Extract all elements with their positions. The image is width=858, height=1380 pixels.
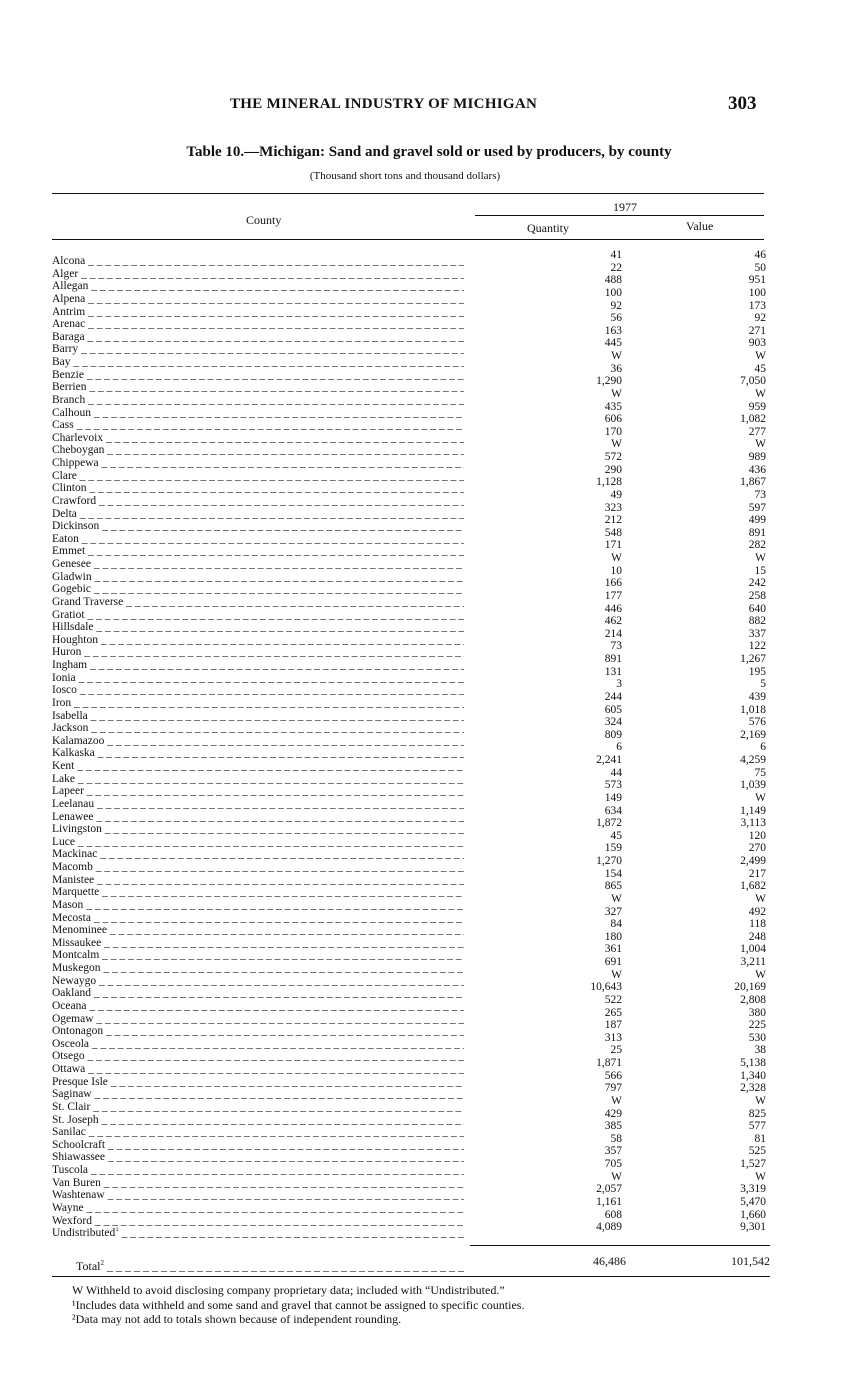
quantity-cell: 605 bbox=[604, 703, 622, 716]
value-cell: 9,301 bbox=[740, 1221, 766, 1234]
value-cell: 2,169 bbox=[740, 728, 766, 741]
county-name: Schoolcraft _ _ _ bbox=[52, 1139, 464, 1151]
county-name: Emmet _ _ _ bbox=[52, 545, 464, 557]
table-row bbox=[0, 299, 858, 318]
county-name: Tuscola _ _ _ bbox=[52, 1164, 464, 1176]
value-cell: 576 bbox=[748, 716, 766, 729]
value-cell: W bbox=[755, 552, 766, 564]
quantity-cell: 313 bbox=[604, 1031, 622, 1044]
value-cell: 640 bbox=[748, 602, 766, 615]
county-name: Kent _ _ _ bbox=[52, 760, 464, 772]
quantity-cell: 891 bbox=[604, 653, 622, 665]
quantity-cell: 154 bbox=[604, 867, 622, 880]
value-cell: 6 bbox=[760, 741, 766, 754]
county-name: Chippewa _ _ _ bbox=[52, 457, 464, 469]
quantity-cell: 361 bbox=[604, 943, 622, 956]
county-name: Oceana _ _ _ bbox=[52, 1000, 464, 1012]
county-name: St. Joseph _ _ _ bbox=[52, 1114, 464, 1126]
value-cell: 4,259 bbox=[740, 754, 766, 766]
value-cell: 951 bbox=[748, 274, 766, 287]
county-name: Hillsdale _ _ _ bbox=[52, 621, 464, 633]
county-name: St. Clair _ _ _ bbox=[52, 1101, 464, 1113]
value-cell: 242 bbox=[748, 577, 766, 590]
value-cell: W bbox=[755, 892, 766, 905]
header-bottom-rule bbox=[52, 239, 764, 240]
table-row bbox=[0, 1158, 858, 1176]
value-cell: 122 bbox=[748, 640, 766, 653]
table-row bbox=[0, 754, 858, 772]
value-cell: 20,169 bbox=[734, 981, 766, 994]
quantity-cell: 1,290 bbox=[596, 375, 622, 388]
county-name: Ottawa _ _ _ bbox=[52, 1063, 464, 1075]
value-cell: 3,211 bbox=[740, 956, 766, 968]
table-row bbox=[0, 539, 858, 558]
quantity-cell: 1,161 bbox=[596, 1195, 622, 1208]
quantity-cell: 2,241 bbox=[596, 754, 622, 766]
quantity-cell: 212 bbox=[604, 514, 622, 527]
county-name: Otsego _ _ _ bbox=[52, 1050, 464, 1062]
table-row bbox=[0, 804, 858, 823]
value-cell: W bbox=[755, 1094, 766, 1107]
year-rule bbox=[475, 215, 764, 216]
table-row bbox=[0, 552, 858, 570]
county-name: Washtenaw _ _ _ bbox=[52, 1189, 464, 1201]
table-row bbox=[0, 400, 858, 419]
table-row bbox=[0, 375, 858, 394]
quantity-cell: 865 bbox=[604, 880, 622, 893]
quantity-cell: 385 bbox=[604, 1120, 622, 1133]
value-cell: 825 bbox=[748, 1107, 766, 1120]
total-rule bbox=[470, 1245, 770, 1246]
county-name: Mackinac _ _ _ bbox=[52, 848, 464, 860]
quantity-cell: 327 bbox=[604, 905, 622, 918]
value-cell: 2,808 bbox=[740, 993, 766, 1006]
county-name: Marquette _ _ _ bbox=[52, 886, 464, 898]
quantity-cell: 58 bbox=[610, 1132, 622, 1145]
value-cell: 81 bbox=[754, 1132, 766, 1145]
running-head: THE MINERAL INDUSTRY OF MICHIGAN bbox=[230, 96, 538, 112]
quantity-cell: W bbox=[611, 968, 622, 981]
value-cell: 882 bbox=[748, 615, 766, 628]
table-row bbox=[0, 653, 858, 671]
value-cell: 3,113 bbox=[740, 817, 766, 830]
quantity-cell: 10,643 bbox=[590, 981, 622, 994]
quantity-cell: 171 bbox=[604, 539, 622, 552]
value-cell: 92 bbox=[754, 312, 766, 325]
quantity-cell: 2,057 bbox=[596, 1183, 622, 1196]
county-name: Osceola _ _ _ bbox=[52, 1038, 464, 1050]
quantity-cell: 573 bbox=[604, 779, 622, 792]
quantity-cell: 1,872 bbox=[596, 817, 622, 830]
table-row bbox=[0, 1221, 858, 1240]
footnote-rule bbox=[52, 1276, 770, 1277]
value-cell: W bbox=[755, 791, 766, 804]
value-cell: W bbox=[755, 438, 766, 451]
footnotes bbox=[72, 1283, 772, 1327]
value-cell: 1,004 bbox=[740, 943, 766, 956]
table-row bbox=[0, 1107, 858, 1126]
value-cell: 1,039 bbox=[740, 779, 766, 792]
county-name: Shiawassee _ _ _ bbox=[52, 1151, 464, 1163]
value-cell: 1,267 bbox=[740, 653, 766, 665]
table-row bbox=[0, 1057, 858, 1075]
county-name: Alpena _ _ _ bbox=[52, 293, 464, 305]
county-name: Ionia _ _ _ bbox=[52, 672, 464, 684]
county-name: Dickinson _ _ _ bbox=[52, 520, 464, 532]
county-name: Allegan _ _ _ bbox=[52, 280, 464, 292]
county-name: Huron _ _ _ bbox=[52, 646, 464, 658]
value-cell: W bbox=[755, 350, 766, 362]
county-name: Sanilac _ _ _ bbox=[52, 1126, 464, 1138]
table-row bbox=[0, 602, 858, 621]
county-name: Missaukee _ _ _ bbox=[52, 937, 464, 949]
county-name: Luce _ _ _ bbox=[52, 836, 464, 848]
quantity-cell: 92 bbox=[610, 299, 622, 312]
county-name: Livingston _ _ _ bbox=[52, 823, 464, 835]
total-label: Total$^2$ _ _ _ bbox=[76, 1259, 466, 1274]
county-name: Van Buren _ _ _ bbox=[52, 1177, 464, 1189]
quantity-cell: 1,128 bbox=[596, 476, 622, 489]
value-cell: 7,050 bbox=[740, 375, 766, 388]
value-cell: 1,867 bbox=[740, 476, 766, 489]
table-body bbox=[0, 249, 858, 1240]
county-name: Barry _ _ _ bbox=[52, 343, 464, 355]
value-cell: 499 bbox=[748, 514, 766, 527]
county-name: Clare _ _ _ bbox=[52, 470, 464, 482]
value-cell: 1,340 bbox=[740, 1069, 766, 1082]
value-cell: 903 bbox=[748, 337, 766, 350]
value-cell: 1,527 bbox=[740, 1158, 766, 1170]
quantity-cell: 290 bbox=[604, 463, 622, 476]
quantity-cell: 170 bbox=[604, 425, 622, 438]
table-row bbox=[0, 855, 858, 873]
quantity-cell: W bbox=[611, 1170, 622, 1183]
county-name: Undistributed$^1$ _ _ _ bbox=[52, 1227, 464, 1239]
county-name: Oakland _ _ _ bbox=[52, 987, 464, 999]
quantity-cell: 22 bbox=[610, 261, 622, 274]
value-cell: 1,660 bbox=[740, 1208, 766, 1221]
county-name: Genesee _ _ _ bbox=[52, 558, 464, 570]
quantity-cell: 244 bbox=[604, 690, 622, 703]
quantity-cell: W bbox=[611, 350, 622, 362]
quantity-cell: 177 bbox=[604, 589, 622, 602]
table-row bbox=[0, 249, 858, 267]
quantity-cell: 462 bbox=[604, 615, 622, 628]
value-cell: 436 bbox=[748, 463, 766, 476]
county-name: Newaygo _ _ _ bbox=[52, 975, 464, 987]
value-cell: 439 bbox=[748, 690, 766, 703]
quantity-cell: 323 bbox=[604, 501, 622, 514]
table-row bbox=[0, 350, 858, 368]
total-quantity: 46,486 bbox=[593, 1254, 626, 1268]
county-name: Montcalm _ _ _ bbox=[52, 949, 464, 961]
value-cell: 73 bbox=[754, 488, 766, 501]
value-cell: 337 bbox=[748, 627, 766, 640]
county-name: Ogemaw _ _ _ bbox=[52, 1013, 464, 1025]
table-title: Table 10.—Michigan: Sand and gravel sold or used by producers, by county bbox=[186, 144, 672, 160]
value-cell: 282 bbox=[748, 539, 766, 552]
table-row bbox=[0, 1208, 858, 1227]
header-value: Value bbox=[686, 219, 714, 233]
value-cell: 173 bbox=[748, 299, 766, 312]
value-cell: 597 bbox=[748, 501, 766, 514]
quantity-cell: 49 bbox=[610, 488, 622, 501]
value-cell: 217 bbox=[748, 867, 766, 880]
county-name: Delta _ _ _ bbox=[52, 508, 464, 520]
county-name: Gratiot _ _ _ bbox=[52, 609, 464, 621]
quantity-cell: 488 bbox=[604, 274, 622, 287]
county-name: Arenac _ _ _ bbox=[52, 318, 464, 330]
county-name: Gladwin _ _ _ bbox=[52, 571, 464, 583]
value-cell: 50 bbox=[754, 261, 766, 274]
value-cell: 75 bbox=[754, 766, 766, 779]
value-cell: W bbox=[755, 387, 766, 400]
county-name: Crawford _ _ _ bbox=[52, 495, 464, 507]
quantity-cell: 41 bbox=[610, 249, 622, 261]
quantity-cell: 797 bbox=[604, 1082, 622, 1095]
quantity-cell: 429 bbox=[604, 1107, 622, 1120]
total-value: 101,542 bbox=[731, 1254, 770, 1268]
county-name: Iron _ _ _ bbox=[52, 697, 464, 709]
county-name: Kalkaska _ _ _ bbox=[52, 747, 464, 759]
quantity-cell: 324 bbox=[604, 716, 622, 729]
county-name: Grand Traverse _ _ _ bbox=[52, 596, 464, 608]
county-name: Clinton _ _ _ bbox=[52, 482, 464, 494]
quantity-cell: 691 bbox=[604, 956, 622, 968]
quantity-cell: 357 bbox=[604, 1145, 622, 1158]
value-cell: 2,499 bbox=[740, 855, 766, 867]
county-name: Wexford _ _ _ bbox=[52, 1215, 464, 1227]
quantity-cell: 214 bbox=[604, 627, 622, 640]
value-cell: 45 bbox=[754, 362, 766, 375]
county-name: Lenawee _ _ _ bbox=[52, 811, 464, 823]
value-cell: 5 bbox=[760, 678, 766, 691]
county-name: Macomb _ _ _ bbox=[52, 861, 464, 873]
quantity-cell: 634 bbox=[604, 804, 622, 817]
quantity-cell: W bbox=[611, 1094, 622, 1107]
value-cell: 277 bbox=[748, 425, 766, 438]
quantity-cell: 809 bbox=[604, 728, 622, 741]
quantity-cell: 73 bbox=[610, 640, 622, 653]
value-cell: 525 bbox=[748, 1145, 766, 1158]
value-cell: 5,138 bbox=[740, 1057, 766, 1069]
quantity-cell: 445 bbox=[604, 337, 622, 350]
quantity-cell: 159 bbox=[604, 842, 622, 855]
table-row bbox=[0, 451, 858, 469]
table-row bbox=[0, 1006, 858, 1025]
county-name: Lapeer _ _ _ bbox=[52, 785, 464, 797]
table-row bbox=[0, 337, 858, 356]
quantity-cell: W bbox=[611, 552, 622, 564]
footnote-2: ²Data may not add to totals shown because of independent rounding. bbox=[72, 1312, 402, 1326]
quantity-cell: 36 bbox=[610, 362, 622, 375]
footnote-w: W Withheld to avoid disclosing company proprietary data; included with “Undistributed.” bbox=[72, 1283, 505, 1297]
county-name: Manistee _ _ _ bbox=[52, 874, 464, 886]
value-cell: 891 bbox=[748, 526, 766, 539]
county-name: Eaton _ _ _ bbox=[52, 533, 464, 545]
quantity-cell: 1,871 bbox=[596, 1057, 622, 1069]
county-name: Gogebic _ _ _ bbox=[52, 583, 464, 595]
value-cell: 38 bbox=[754, 1044, 766, 1057]
county-name: Bay _ _ _ bbox=[52, 356, 464, 368]
county-name: Saginaw _ _ _ bbox=[52, 1088, 464, 1100]
footnote-1: ¹Includes data withheld and some sand and gravel that cannot be assigned to specific counties. bbox=[72, 1297, 525, 1312]
county-name: Berrien _ _ _ bbox=[52, 381, 464, 393]
value-cell: 577 bbox=[748, 1120, 766, 1133]
value-cell: 1,082 bbox=[740, 413, 766, 426]
quantity-cell: 10 bbox=[610, 564, 622, 577]
quantity-cell: 84 bbox=[610, 918, 622, 931]
quantity-cell: 4,089 bbox=[596, 1221, 622, 1234]
value-cell: 120 bbox=[748, 829, 766, 842]
county-name: Leelanau _ _ _ bbox=[52, 798, 464, 810]
county-name: Branch _ _ _ bbox=[52, 394, 464, 406]
quantity-cell: 265 bbox=[604, 1006, 622, 1019]
value-cell: 271 bbox=[748, 324, 766, 337]
table-row bbox=[0, 1082, 858, 1101]
quantity-cell: 25 bbox=[610, 1044, 622, 1057]
quantity-cell: W bbox=[611, 387, 622, 400]
county-name: Cass _ _ _ bbox=[52, 419, 464, 431]
value-cell: 1,018 bbox=[740, 703, 766, 716]
value-cell: 380 bbox=[748, 1006, 766, 1019]
value-cell: 225 bbox=[748, 1019, 766, 1032]
value-cell: 3,319 bbox=[740, 1183, 766, 1196]
county-name: Iosco _ _ _ bbox=[52, 684, 464, 696]
quantity-cell: 56 bbox=[610, 312, 622, 325]
table-top-rule bbox=[52, 193, 764, 194]
quantity-cell: 548 bbox=[604, 526, 622, 539]
county-name: Charlevoix _ _ _ bbox=[52, 432, 464, 444]
county-name: Cheboygan _ _ _ bbox=[52, 444, 464, 456]
quantity-cell: 180 bbox=[604, 930, 622, 943]
quantity-cell: 522 bbox=[604, 993, 622, 1006]
value-cell: 989 bbox=[748, 451, 766, 463]
quantity-cell: 100 bbox=[604, 286, 622, 299]
quantity-cell: 606 bbox=[604, 413, 622, 426]
quantity-cell: 149 bbox=[604, 791, 622, 804]
county-name: Lake _ _ _ bbox=[52, 773, 464, 785]
county-name: Mason _ _ _ bbox=[52, 899, 464, 911]
value-cell: 530 bbox=[748, 1031, 766, 1044]
county-name: Ontonagon _ _ _ bbox=[52, 1025, 464, 1037]
quantity-cell: 1,270 bbox=[596, 855, 622, 867]
quantity-cell: 608 bbox=[604, 1208, 622, 1221]
quantity-cell: 435 bbox=[604, 400, 622, 413]
table-row bbox=[0, 501, 858, 520]
value-cell: 492 bbox=[748, 905, 766, 918]
county-name: Houghton _ _ _ bbox=[52, 634, 464, 646]
value-cell: W bbox=[755, 1170, 766, 1183]
county-name: Alcona _ _ _ bbox=[52, 255, 464, 267]
value-cell: W bbox=[755, 968, 766, 981]
county-name: Isabella _ _ _ bbox=[52, 710, 464, 722]
table-row bbox=[0, 880, 858, 899]
value-cell: 1,682 bbox=[740, 880, 766, 893]
value-cell: 959 bbox=[748, 400, 766, 413]
header-year: 1977 bbox=[613, 200, 637, 214]
value-cell: 100 bbox=[748, 286, 766, 299]
county-name: Menominee _ _ _ bbox=[52, 924, 464, 936]
quantity-cell: 6 bbox=[616, 741, 622, 754]
value-cell: 15 bbox=[754, 564, 766, 577]
value-cell: 5,470 bbox=[740, 1195, 766, 1208]
value-cell: 46 bbox=[754, 249, 766, 261]
quantity-cell: 44 bbox=[610, 766, 622, 779]
quantity-cell: 566 bbox=[604, 1069, 622, 1082]
value-cell: 118 bbox=[749, 918, 766, 931]
quantity-cell: 3 bbox=[616, 678, 622, 691]
quantity-cell: 705 bbox=[604, 1158, 622, 1170]
county-name: Antrim _ _ _ bbox=[52, 306, 464, 318]
quantity-cell: 45 bbox=[610, 829, 622, 842]
value-cell: 258 bbox=[748, 589, 766, 602]
quantity-cell: 166 bbox=[604, 577, 622, 590]
table-subtitle: (Thousand short tons and thousand dollars) bbox=[309, 170, 501, 182]
county-name: Benzie _ _ _ bbox=[52, 369, 464, 381]
county-name: Mecosta _ _ _ bbox=[52, 912, 464, 924]
quantity-cell: W bbox=[611, 892, 622, 905]
county-name: Wayne _ _ _ bbox=[52, 1202, 464, 1214]
header-county: County bbox=[246, 213, 282, 227]
county-name: Baraga _ _ _ bbox=[52, 331, 464, 343]
quantity-cell: 163 bbox=[604, 324, 622, 337]
value-cell: 248 bbox=[748, 930, 766, 943]
county-name: Presque Isle _ _ _ bbox=[52, 1076, 464, 1088]
page-number: 303 bbox=[728, 93, 757, 114]
quantity-cell: W bbox=[611, 438, 622, 451]
table-row bbox=[0, 905, 858, 924]
quantity-cell: 131 bbox=[604, 665, 622, 678]
county-name: Calhoun _ _ _ bbox=[52, 407, 464, 419]
table-row bbox=[0, 703, 858, 722]
quantity-cell: 446 bbox=[604, 602, 622, 615]
county-name: Jackson _ _ _ bbox=[52, 722, 464, 734]
value-cell: 195 bbox=[748, 665, 766, 678]
county-name: Ingham _ _ _ bbox=[52, 659, 464, 671]
value-cell: 2,328 bbox=[740, 1082, 766, 1095]
quantity-cell: 572 bbox=[604, 451, 622, 463]
county-name: Muskegon _ _ _ bbox=[52, 962, 464, 974]
table-row bbox=[0, 956, 858, 974]
quantity-cell: 187 bbox=[604, 1019, 622, 1032]
header-quantity: Quantity bbox=[527, 221, 569, 235]
value-cell: 1,149 bbox=[740, 804, 766, 817]
county-name: Alger _ _ _ bbox=[52, 268, 464, 280]
value-cell: 270 bbox=[748, 842, 766, 855]
county-name: Kalamazoo _ _ _ bbox=[52, 735, 464, 747]
